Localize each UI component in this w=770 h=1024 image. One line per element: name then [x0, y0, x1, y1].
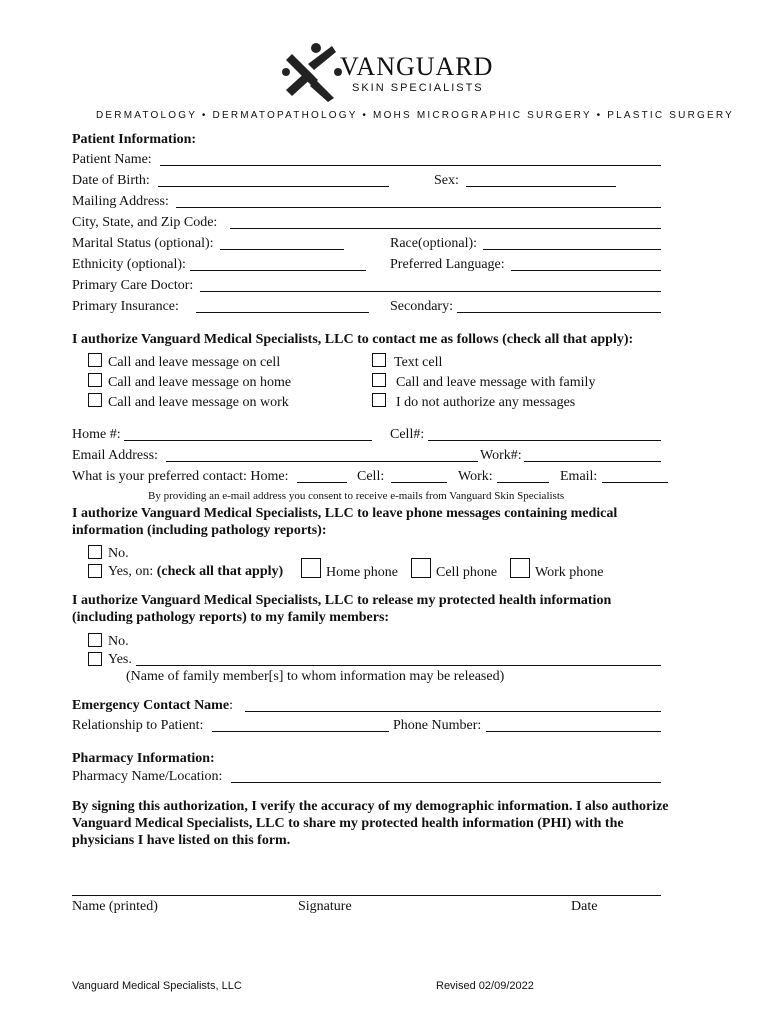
pharmacy-heading: Pharmacy Information:	[72, 751, 215, 766]
checkbox-work-phone[interactable]	[510, 558, 530, 578]
preferred-contact-label: What is your preferred contact: Home:	[72, 469, 289, 484]
family-auth-heading-2: (including pathology reports) to my family members:	[72, 610, 390, 625]
pref-home-field[interactable]	[297, 482, 347, 483]
signing-statement-1: By signing this authorization, I verify the accuracy of my demographic information. I also authorize	[72, 799, 669, 814]
signing-statement-2: Vanguard Medical Specialists, LLC to share my protected health information (PHI) with the	[72, 816, 624, 831]
signature-line[interactable]	[72, 895, 661, 896]
checkbox-phone-no[interactable]	[88, 545, 102, 559]
mailing-field[interactable]	[176, 207, 661, 208]
checkbox-family-yes[interactable]	[88, 652, 102, 666]
race-field[interactable]	[483, 249, 661, 250]
emergency-name-text: Emergency Contact Name	[72, 698, 230, 713]
email-consent-note: By providing an e-mail address you consent to receive e-mails from Vanguard Skin Specialists	[148, 490, 565, 502]
language-field[interactable]	[511, 270, 661, 271]
pcp-field[interactable]	[200, 291, 661, 292]
secondary-label: Secondary:	[390, 299, 453, 314]
option-call-home: Call and leave message on home	[108, 375, 292, 390]
home-phone-option: Home phone	[326, 565, 398, 580]
mailing-label: Mailing Address:	[72, 194, 169, 209]
city-field[interactable]	[230, 228, 661, 229]
checkbox-call-work[interactable]	[88, 393, 102, 407]
brand-name: VANGUARD	[340, 52, 494, 81]
pcp-label: Primary Care Doctor:	[72, 278, 194, 293]
logo	[278, 40, 498, 102]
insurance-label: Primary Insurance:	[72, 299, 179, 314]
name-printed-label: Name (printed)	[72, 899, 158, 914]
insurance-field[interactable]	[196, 312, 369, 313]
family-no-label: No.	[108, 634, 129, 649]
emergency-name-field[interactable]	[245, 711, 661, 712]
work-phone-option: Work phone	[535, 565, 604, 580]
phone-auth-heading-1: I authorize Vanguard Medical Specialists, LLC to leave phone messages containing medical	[72, 506, 618, 521]
pref-email-label: Email:	[560, 469, 598, 484]
pref-cell-label: Cell:	[357, 469, 385, 484]
city-label: City, State, and Zip Code:	[72, 215, 218, 230]
secondary-field[interactable]	[457, 312, 661, 313]
checkbox-call-home[interactable]	[88, 373, 102, 387]
home-phone-field[interactable]	[124, 440, 372, 441]
language-label: Preferred Language:	[390, 257, 505, 272]
race-label: Race(optional):	[390, 236, 478, 251]
pref-work-field[interactable]	[497, 482, 549, 483]
ethnicity-label: Ethnicity (optional):	[72, 257, 186, 272]
email-label: Email Address:	[72, 448, 158, 463]
work-phone-label: Work#:	[480, 448, 522, 463]
footer-company: Vanguard Medical Specialists, LLC	[72, 980, 242, 992]
pharmacy-location-field[interactable]	[231, 782, 661, 783]
sex-label: Sex:	[434, 173, 459, 188]
marital-label: Marital Status (optional):	[72, 236, 214, 251]
checkbox-family-no[interactable]	[88, 633, 102, 647]
checkbox-call-cell[interactable]	[88, 353, 102, 367]
brand-subtitle: SKIN SPECIALISTS	[352, 82, 484, 94]
footer-revised-date: Revised 02/09/2022	[436, 980, 534, 992]
phone-no-label: No.	[108, 546, 129, 561]
family-auth-heading-1: I authorize Vanguard Medical Specialists, LLC to release my protected health information	[72, 593, 612, 608]
ethnicity-field[interactable]	[190, 270, 366, 271]
pharmacy-location-label: Pharmacy Name/Location:	[72, 769, 223, 784]
option-text-cell: Text cell	[394, 355, 443, 370]
relationship-field[interactable]	[212, 731, 389, 732]
dob-field[interactable]	[158, 186, 389, 187]
phone-yes-prefix: Yes, on:	[108, 564, 154, 579]
family-note: (Name of family member[s] to whom information may be released)	[126, 669, 505, 684]
sex-field[interactable]	[466, 186, 616, 187]
option-call-cell: Call and leave message on cell	[108, 355, 281, 370]
dob-label: Date of Birth:	[72, 173, 150, 188]
signature-label: Signature	[298, 899, 352, 914]
checkbox-phone-yes[interactable]	[88, 564, 102, 578]
marital-field[interactable]	[220, 249, 344, 250]
checkbox-cell-phone[interactable]	[411, 558, 431, 578]
email-field[interactable]	[166, 461, 478, 462]
pref-work-label: Work:	[458, 469, 493, 484]
emergency-name-label	[72, 698, 233, 714]
phone-yes-label	[108, 564, 283, 580]
option-call-family: Call and leave message with family	[396, 375, 596, 390]
family-members-field[interactable]	[136, 665, 661, 666]
option-no-messages: I do not authorize any messages	[396, 395, 576, 410]
patient-info-heading: Patient Information:	[72, 132, 197, 147]
pref-email-field[interactable]	[602, 482, 668, 483]
pref-cell-field[interactable]	[391, 482, 447, 483]
checkbox-text-cell[interactable]	[372, 353, 386, 367]
checkbox-call-family[interactable]	[372, 373, 386, 387]
home-phone-label: Home #:	[72, 427, 121, 442]
tagline: DERMATOLOGY • DERMATOPATHOLOGY • MOHS MICROGRAPHIC SURGERY • PLASTIC SURGERY	[96, 110, 734, 121]
emergency-phone-label: Phone Number:	[393, 718, 482, 733]
phone-yes-instructions: (check all that apply)	[156, 564, 284, 579]
family-yes-label: Yes.	[108, 652, 132, 667]
cell-phone-option: Cell phone	[436, 565, 498, 580]
date-label: Date	[571, 899, 598, 914]
option-call-work: Call and leave message on work	[108, 395, 289, 410]
signing-statement-3: physicians I have listed on this form.	[72, 833, 291, 848]
patient-name-field[interactable]	[160, 165, 661, 166]
emergency-name-colon: :	[229, 698, 233, 713]
vanguard-star-logo-icon	[278, 40, 342, 102]
work-phone-field[interactable]	[524, 461, 661, 462]
checkbox-home-phone[interactable]	[301, 558, 321, 578]
cell-phone-field[interactable]	[428, 440, 661, 441]
emergency-phone-field[interactable]	[486, 731, 661, 732]
contact-auth-heading: I authorize Vanguard Medical Specialists, LLC to contact me as follows (check all that apply):	[72, 332, 634, 347]
patient-name-label: Patient Name:	[72, 152, 152, 167]
cell-phone-label: Cell#:	[390, 427, 425, 442]
relationship-label: Relationship to Patient:	[72, 718, 204, 733]
phone-auth-heading-2: information (including pathology reports):	[72, 523, 327, 538]
checkbox-no-messages[interactable]	[372, 393, 386, 407]
